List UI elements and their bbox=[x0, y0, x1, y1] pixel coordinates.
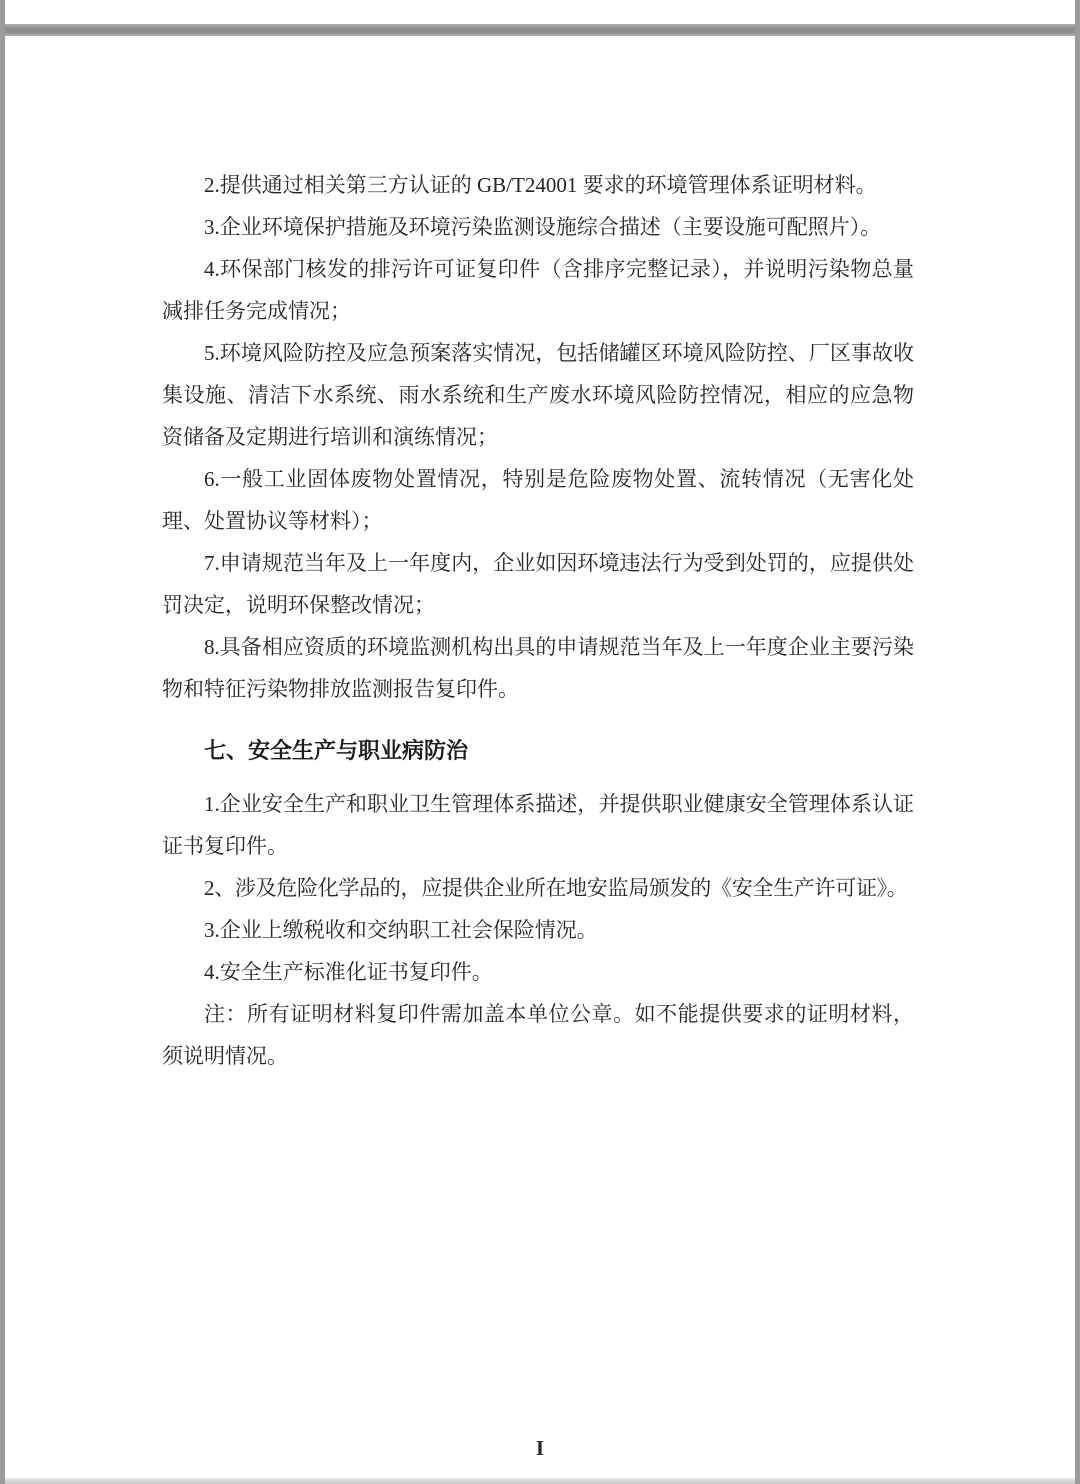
document-page bbox=[5, 36, 1075, 1484]
list-item-safety-2: 2、涉及危险化学品的，应提供企业所在地安监局颁发的《安全生产许可证》。 bbox=[204, 876, 908, 900]
page-bottom-shadow bbox=[0, 1478, 1080, 1484]
note-paragraph: 注：所有证明材料复印件需加盖本单位公章。如不能提供要求的证明材料，须说明情况。 bbox=[162, 1002, 914, 1068]
list-item-env-3: 3.企业环境保护措施及环境污染监测设施综合描述（主要设施可配照片）。 bbox=[204, 215, 882, 239]
list-item-env-5: 5.环境风险防控及应急预案落实情况，包括储罐区环境风险防控、厂区事故收集设施、清洁下水系统、雨水系统和生产废水环境风险防控情况，相应的应急物资储备及定期进行培训和演练情况； bbox=[162, 341, 914, 449]
list-item-env-7: 7.申请规范当年及上一年度内，企业如因环境违法行为受到处罚的，应提供处罚决定，说明环保整改情况； bbox=[162, 551, 914, 617]
list-item-env-2: 2.提供通过相关第三方认证的 GB/T24001 要求的环境管理体系证明材料。 bbox=[204, 173, 877, 197]
page-separator bbox=[0, 24, 1080, 36]
viewer-right-border bbox=[1075, 0, 1080, 1484]
list-item-safety-3: 3.企业上缴税收和交纳职工社会保险情况。 bbox=[204, 918, 598, 942]
previous-page-bottom bbox=[0, 0, 1080, 24]
list-item-env-8: 8.具备相应资质的环境监测机构出具的申请规范当年及上一年度企业主要污染物和特征污染物排放监测报告复印件。 bbox=[162, 635, 914, 701]
list-item-safety-4: 4.安全生产标准化证书复印件。 bbox=[204, 960, 493, 984]
page-number: I bbox=[535, 1436, 545, 1460]
list-item-safety-1: 1.企业安全生产和职业卫生管理体系描述，并提供职业健康安全管理体系认证证书复印件。 bbox=[162, 792, 914, 858]
viewer-left-border bbox=[0, 0, 5, 1484]
section-heading-safety: 七、安全生产与职业病防治 bbox=[204, 738, 469, 763]
page-content bbox=[162, 164, 914, 1077]
list-item-env-6: 6.一般工业固体废物处置情况，特别是危险废物处置、流转情况（无害化处理、处置协议等材料）； bbox=[162, 467, 914, 533]
list-item-env-4: 4.环保部门核发的排污许可证复印件（含排序完整记录），并说明污染物总量减排任务完成情况； bbox=[162, 257, 914, 323]
